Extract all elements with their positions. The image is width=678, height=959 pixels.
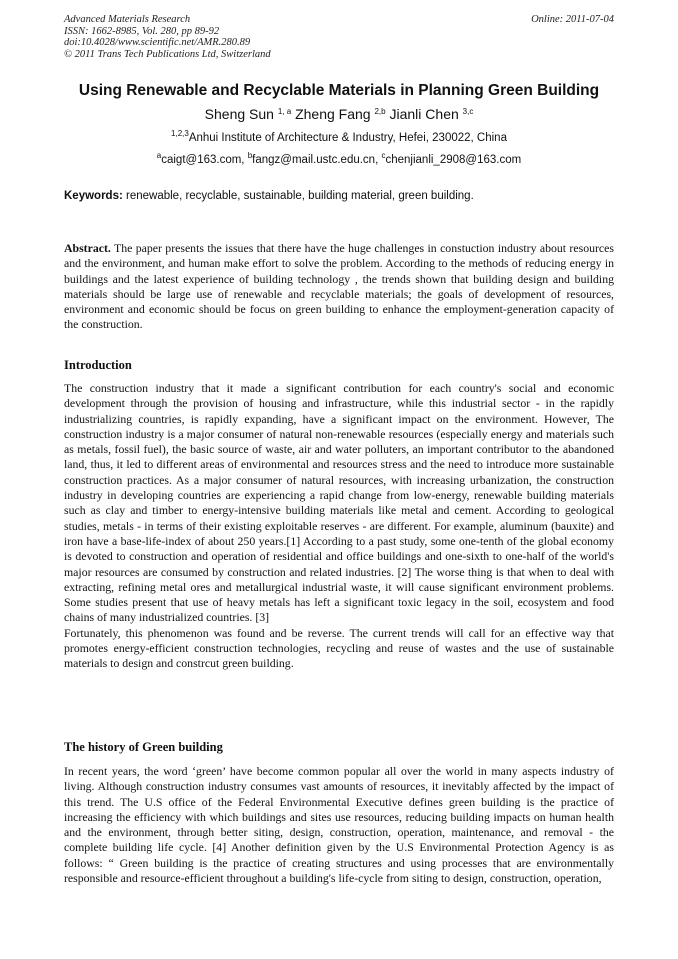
email-superscript: a <box>156 151 162 160</box>
author-name: Sheng Sun <box>204 106 274 122</box>
abstract-label: Abstract. <box>64 241 111 255</box>
journal-issn: ISSN: 1662-8985, Vol. 280, pp 89-92 <box>64 25 220 37</box>
author-list <box>0 106 678 122</box>
abstract-text: The paper presents the issues that there have the huge challenges in constuction industry about resources and the environment, and human make effort to solve the problem. According to the methods of reducing energy in buildings and the latest experience of building technology , the trends shown that building design and building materials should be large use of renewable and recyclable materials; the goals of development of resources, environment and economic should be focus on green building to enhance the employment-generation capacity of the construction. <box>64 241 614 332</box>
paper-title: Using Renewable and Recyclable Materials in Planning Green Building <box>78 82 600 99</box>
online-date: Online: 2011-07-04 <box>531 14 614 25</box>
email-list <box>0 151 678 166</box>
journal-name: Advanced Materials Research <box>64 14 191 25</box>
history-heading: The history of Green building <box>64 740 223 754</box>
paragraph: The construction industry that it made a significant contribution for each country's social and economic development through the provision of housing and infrastructure, while this industrial sector - in the rapidly industrializing countries, is rapidly expanding, have a significant impact on the environment. However, The construction industry is a major consumer of natural non-renewable resources (especially energy and materials such as metals, fossil fuel), the basic source of waste, air and water polluters, an important contributor to the abandoned land, thus, it led to different areas of environmental and resources stress and the need to introduce more sustainable construction practices. As a major consumer of natural resources, with increasing urbanization, the construction industry in developing countries are experiencing a rapid change from low-energy, renewable building materials such as clay and timber to energy-intensive building materials like metal and cement. According to geological studies, metals - in terms of their existing exploitable reserves - are different. For example, aluminum (bauxite) and iron have a base-life-index of about 250 years.[1] According to a past study, some one-tenth of the global economy is devoted to construction and operation of residential and office buildings and one-sixth to one-half of the world's major resources are consumed by construction and related industries. [2] The worse thing is that when to deal with extracting, refining metal ores and metallurgical industrial waste, it will cause significant environment problems. Some studies present that use of heavy metals has left a significant toxic legacy in the soil, ecosystem and food chains of many industrialized countries. [3] <box>64 381 614 625</box>
affiliation-superscript: 1,2,3 <box>171 129 189 138</box>
author-name: Jianli Chen <box>389 106 459 122</box>
email-address: chenjianli_2908@163.com <box>385 154 522 166</box>
email-superscript: c <box>381 151 386 160</box>
author-superscript: 2,b <box>374 107 386 116</box>
author-name: Zheng Fang <box>295 106 371 122</box>
journal-doi: doi:10.4028/www.scientific.net/AMR.280.89 <box>64 37 251 48</box>
email-address: caigt@163.com, <box>161 154 245 166</box>
paragraph: Fortunately, this phenomenon was found and be reverse. The current trends will call for an effective way that promotes energy-efficient construction technologies, recycling and reuse of wastes and the use of sustainable materials to design and constrcut green building. <box>64 625 614 671</box>
paragraph: In recent years, the word ‘green’ have become common popular all over the world in many aspects industry of living. Although construction industry consumes vast amounts of resources, it inevitably affected by the impact of this trend. The U.S office of the Federal Environmental Executive defines green building is the practice of increasing the efficiency with which buildings and sites use resources, reducing building impacts on human health and the environment, through better siting, design, construction, operation, maintenance, and removal - the complete building life cycle. [4] Another definition given by the U.S Environmental Protection Agency is as follows: “ Green building is the practice of creating structures and using processes that are environmentally responsible and resource-efficient throughout a building's life-cycle from siting to design, construction, operation, <box>64 764 614 886</box>
affiliation <box>0 129 678 144</box>
author-superscript: 1, a <box>277 107 292 116</box>
history-section <box>64 764 614 886</box>
journal-header <box>64 14 271 60</box>
introduction-section <box>64 381 614 672</box>
abstract <box>64 241 614 333</box>
introduction-heading: Introduction <box>64 358 132 372</box>
author-superscript: 3,c <box>462 107 474 116</box>
keywords-label: Keywords: <box>64 190 123 202</box>
keywords <box>64 190 614 202</box>
journal-copyright: © 2011 Trans Tech Publications Ltd, Switzerland <box>64 48 271 60</box>
email-superscript: b <box>247 151 253 160</box>
affiliation-text: Anhui Institute of Architecture & Industry, Hefei, 230022, China <box>188 132 507 144</box>
keywords-text: renewable, recyclable, sustainable, building material, green building. <box>126 190 474 202</box>
email-address: fangz@mail.ustc.edu.cn, <box>252 154 379 166</box>
